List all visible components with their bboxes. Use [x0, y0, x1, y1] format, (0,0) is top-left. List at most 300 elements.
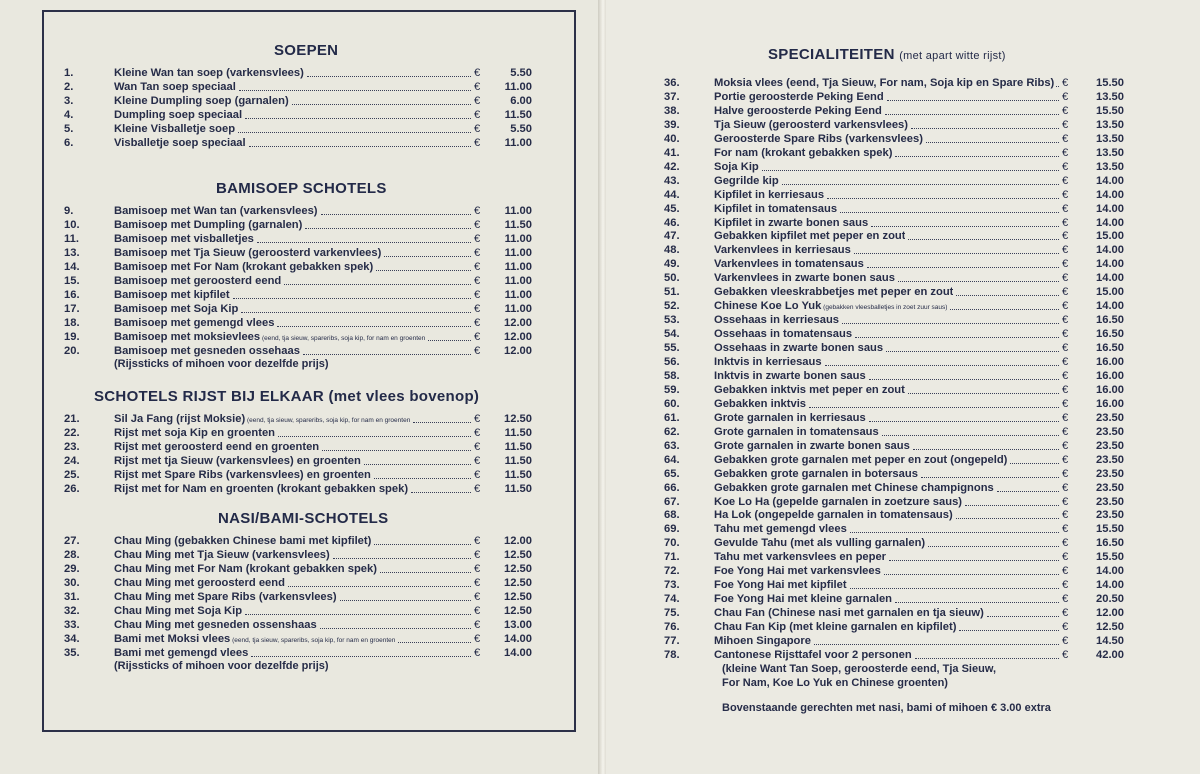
- section-note: (Rijssticks of mihoen voor dezelfde prijs): [114, 660, 329, 672]
- item-number: 15.: [64, 275, 80, 287]
- dot-leader: [322, 450, 471, 451]
- item-name: [114, 344, 300, 358]
- item-name: [114, 122, 235, 136]
- item-number: 54.: [664, 328, 680, 341]
- item-price: 11.00: [504, 303, 532, 315]
- item-price: 13.50: [1096, 132, 1124, 145]
- item-name: [714, 76, 1054, 90]
- euro-sign: €: [474, 535, 481, 547]
- item-number: 1.: [64, 67, 74, 79]
- item-name-text: Varkenvlees in kerriesaus: [714, 244, 851, 257]
- dot-leader: [997, 491, 1059, 492]
- item-number: 38.: [664, 104, 680, 117]
- dot-leader: [1010, 463, 1059, 464]
- item-price: 12.50: [504, 549, 532, 561]
- euro-sign: €: [474, 289, 481, 301]
- item-number: 76.: [664, 621, 680, 634]
- item-name-text: Kleine Wan tan soep (varkensvlees): [114, 67, 304, 79]
- euro-sign: €: [1062, 635, 1069, 647]
- menu-item-row: [64, 274, 532, 288]
- item-name-text: Bamisoep met moksievlees: [114, 331, 261, 343]
- item-price: 5.50: [510, 123, 532, 135]
- menu-item-row: [664, 397, 1124, 411]
- dot-leader: [320, 628, 471, 629]
- euro-sign: €: [474, 427, 481, 439]
- item-name-text: Chau Ming met gesneden ossenshaas: [114, 619, 317, 631]
- item-name-text: Gebakken grote garnalen met peper en zout (ongepeld): [714, 453, 1008, 466]
- item-price: 11.50: [504, 441, 532, 453]
- right-menu-page: [606, 0, 1200, 774]
- item-name: [714, 508, 953, 522]
- euro-sign: €: [1062, 356, 1069, 368]
- item-name: [114, 246, 381, 260]
- item-name-text: Soja Kip: [714, 160, 759, 173]
- euro-sign: €: [474, 619, 481, 631]
- euro-sign: €: [474, 123, 481, 135]
- item-price: 11.00: [504, 275, 532, 287]
- item-name: [714, 495, 962, 509]
- item-price: 12.50: [1096, 621, 1124, 634]
- item-name-text: Kleine Dumpling soep (garnalen): [114, 95, 289, 107]
- menu-item-row: [664, 104, 1124, 118]
- item-detail: (eend, tja sieuw, spareribs, soja kip, for nam en groenten: [260, 335, 426, 342]
- euro-sign: €: [1062, 397, 1069, 410]
- item-number: 66.: [664, 481, 680, 494]
- menu-item-row: [64, 426, 532, 440]
- item-name-text: Kipfilet in kerriesaus: [714, 188, 825, 201]
- euro-sign: €: [1062, 77, 1069, 89]
- item-name-text: Varkenvlees in tomatensaus: [714, 258, 864, 271]
- item-name: [714, 564, 881, 578]
- dot-leader: [842, 323, 1059, 324]
- menu-item-row: [664, 606, 1124, 620]
- item-name-text: Chau Fan (Chinese nasi met garnalen en tja sieuw): [714, 607, 984, 620]
- item-price: 14.00: [1096, 216, 1124, 229]
- dot-leader: [928, 546, 1059, 547]
- item-number: 28.: [64, 549, 80, 561]
- item-detail: (gebakken vleesballetjes in zoet zuur saus): [821, 304, 948, 312]
- euro-sign: €: [474, 577, 481, 589]
- item-name: [114, 316, 274, 330]
- item-name: [114, 108, 242, 122]
- item-price: 11.00: [504, 233, 532, 245]
- euro-sign: €: [1062, 202, 1069, 215]
- item-name: [114, 260, 373, 274]
- item-name: [114, 590, 337, 604]
- menu-item-row: [64, 440, 532, 454]
- rijsttafel-description: For Nam, Koe Lo Yuk en Chinese groenten): [722, 676, 948, 689]
- dot-leader: [850, 588, 1059, 589]
- menu-item-row: [664, 550, 1124, 564]
- item-price: 23.50: [1096, 425, 1124, 438]
- euro-sign: €: [1062, 425, 1069, 438]
- item-name-text: Koe Lo Ha (gepelde garnalen in zoetzure saus): [714, 495, 963, 508]
- item-number: 46.: [664, 216, 680, 229]
- euro-sign: €: [1062, 216, 1069, 229]
- item-name: [714, 271, 895, 285]
- item-name-text: Bami met Moksi vlees: [114, 633, 231, 645]
- item-name-text: Bami met gemengd vlees: [114, 647, 249, 659]
- item-price: 12.50: [504, 577, 532, 589]
- menu-item-row: [664, 564, 1124, 578]
- item-name-text: Ossehaas in tomatensaus: [714, 328, 853, 341]
- item-name: [714, 341, 883, 355]
- item-name: [714, 453, 1007, 467]
- item-price: 12.50: [504, 591, 532, 603]
- item-name-text: Kipfilet in zwarte bonen saus: [714, 216, 869, 229]
- item-price: 23.50: [1096, 495, 1124, 508]
- euro-sign: €: [1062, 258, 1069, 271]
- item-name: [114, 66, 304, 80]
- item-number: 2.: [64, 81, 74, 93]
- dot-leader: [913, 449, 1059, 450]
- menu-item-row: [664, 592, 1124, 606]
- euro-sign: €: [474, 633, 481, 645]
- euro-sign: €: [1062, 90, 1069, 103]
- item-name-text: For nam (krokant gebakken spek): [714, 146, 893, 159]
- item-name-text: Geroosterde Spare Ribs (varkensvlees): [714, 132, 923, 145]
- item-name: [114, 482, 408, 496]
- item-price: 15.50: [1096, 77, 1124, 89]
- euro-sign: €: [1062, 104, 1069, 117]
- dot-leader: [882, 435, 1059, 436]
- dot-leader: [921, 477, 1059, 478]
- item-name-text: Gebakken kipfilet met peper en zout: [714, 230, 906, 243]
- euro-sign: €: [1062, 272, 1069, 285]
- item-number: 68.: [664, 509, 680, 522]
- item-name-text: Grote garnalen in tomatensaus: [714, 425, 879, 438]
- item-name: [714, 411, 866, 425]
- item-price: 13.50: [1096, 90, 1124, 103]
- menu-item-row: [664, 522, 1124, 536]
- item-name: [714, 425, 879, 439]
- dot-leader: [278, 436, 471, 437]
- menu-item-row: [664, 425, 1124, 439]
- dot-leader: [288, 586, 471, 587]
- item-price: 14.50: [1096, 635, 1124, 647]
- item-name-text: Halve geroosterde Peking Eend: [714, 104, 882, 117]
- item-name-text: Wan Tan soep speciaal: [114, 81, 236, 93]
- item-number: 3.: [64, 95, 74, 107]
- item-number: 9.: [64, 205, 74, 217]
- dot-leader: [251, 656, 471, 657]
- item-name: [714, 257, 864, 271]
- item-number: 20.: [64, 345, 80, 357]
- item-price: 23.50: [1096, 453, 1124, 466]
- item-name: [714, 634, 811, 648]
- menu-item-row: [664, 495, 1124, 509]
- item-number: 48.: [664, 244, 680, 257]
- euro-sign: €: [1062, 188, 1069, 201]
- item-price: 14.00: [1096, 258, 1124, 271]
- item-number: 49.: [664, 258, 680, 271]
- item-name: [114, 548, 330, 562]
- item-name: [714, 132, 923, 146]
- euro-sign: €: [474, 605, 481, 617]
- menu-item-row: [664, 76, 1124, 90]
- item-number: 74.: [664, 593, 680, 606]
- menu-item-row: [664, 439, 1124, 453]
- item-name-text: Mihoen Singapore: [714, 635, 811, 647]
- euro-sign: €: [1062, 439, 1069, 452]
- item-price: 12.50: [504, 563, 532, 575]
- dot-leader: [956, 295, 1059, 296]
- item-name-text: Grote garnalen in zwarte bonen saus: [714, 439, 910, 452]
- menu-item-row: [664, 481, 1124, 495]
- item-price: 11.00: [504, 205, 532, 217]
- menu-item-row: [664, 243, 1124, 257]
- item-name-text: Foe Yong Hai met kipfilet: [714, 579, 847, 592]
- item-price: 14.00: [1096, 202, 1124, 215]
- menu-item-row: [64, 468, 532, 482]
- item-name: [114, 232, 254, 246]
- menu-item-row: [664, 634, 1124, 648]
- item-number: 62.: [664, 425, 680, 438]
- dot-leader: [809, 407, 1059, 408]
- menu-item-row: [64, 136, 532, 150]
- item-number: 30.: [64, 577, 80, 589]
- item-name: [714, 90, 884, 104]
- item-name: [714, 355, 822, 369]
- euro-sign: €: [474, 469, 481, 481]
- menu-item-row: [64, 66, 532, 80]
- dot-leader: [340, 600, 471, 601]
- item-number: 39.: [664, 118, 680, 131]
- dot-leader: [814, 644, 1059, 645]
- menu-item-row: [64, 232, 532, 246]
- dot-leader: [321, 214, 471, 215]
- euro-sign: €: [1062, 621, 1069, 634]
- item-name: [714, 383, 905, 397]
- euro-sign: €: [1062, 300, 1069, 313]
- item-number: 75.: [664, 607, 680, 620]
- item-price: 12.00: [504, 317, 532, 329]
- item-number: 24.: [64, 455, 80, 467]
- item-name: [714, 327, 852, 341]
- euro-sign: €: [474, 261, 481, 273]
- item-number: 61.: [664, 411, 680, 424]
- euro-sign: €: [1062, 411, 1069, 424]
- item-name-text: Ha Lok (ongepelde garnalen in tomatensaus): [714, 509, 953, 522]
- item-name: [114, 576, 285, 590]
- item-name-text: Chau Ming met For Nam (krokant gebakken spek): [114, 563, 377, 575]
- item-name-text: Bamisoep met kipfilet: [114, 289, 230, 301]
- euro-sign: €: [474, 219, 481, 231]
- item-number: 34.: [64, 633, 80, 645]
- item-name: [714, 522, 847, 536]
- euro-sign: €: [474, 441, 481, 453]
- item-number: 32.: [64, 605, 80, 617]
- euro-sign: €: [474, 247, 481, 259]
- dot-leader: [376, 270, 471, 271]
- item-price: 15.00: [1096, 286, 1124, 299]
- dot-leader: [249, 146, 471, 147]
- item-number: 47.: [664, 230, 680, 243]
- euro-sign: €: [1062, 495, 1069, 508]
- euro-sign: €: [1062, 579, 1069, 592]
- item-name: [114, 288, 230, 302]
- euro-sign: €: [474, 137, 481, 149]
- item-name: [714, 188, 824, 202]
- menu-item-row: [664, 118, 1124, 132]
- item-name-text: Chinese Koe Lo Yuk: [714, 300, 822, 313]
- menu-item-row: [664, 229, 1124, 243]
- item-name-text: Gebakken grote garnalen in botersaus: [714, 467, 918, 480]
- dot-leader: [871, 226, 1059, 227]
- item-name: [714, 606, 984, 620]
- menu-item-row: [64, 122, 532, 136]
- item-name: [714, 550, 886, 564]
- item-number: 25.: [64, 469, 80, 481]
- item-price: 23.50: [1096, 411, 1124, 424]
- item-number: 50.: [664, 272, 680, 285]
- item-name: [714, 104, 882, 118]
- item-name-text: Rijst met tja Sieuw (varkensvlees) en groenten: [114, 455, 361, 467]
- item-price: 12.00: [504, 535, 532, 547]
- dot-leader: [908, 239, 1059, 240]
- item-number: 70.: [664, 537, 680, 550]
- dot-leader: [869, 379, 1059, 380]
- item-name-text: Chau Ming met Spare Ribs (varkensvlees): [114, 591, 337, 603]
- item-name: [714, 369, 866, 383]
- dot-leader: [384, 256, 471, 257]
- item-number: 4.: [64, 109, 74, 121]
- euro-sign: €: [1062, 509, 1069, 522]
- item-name: [714, 313, 839, 327]
- item-number: 27.: [64, 535, 80, 547]
- item-name-text: Inktvis in zwarte bonen saus: [714, 369, 866, 382]
- item-price: 11.00: [504, 81, 532, 93]
- item-price: 5.50: [510, 67, 532, 79]
- item-price: 20.50: [1096, 593, 1124, 606]
- dot-leader: [886, 351, 1059, 352]
- menu-item-row: [64, 344, 532, 358]
- item-number: 14.: [64, 261, 80, 273]
- euro-sign: €: [1062, 286, 1069, 299]
- dot-leader: [855, 337, 1059, 338]
- item-name-text: Inktvis in kerriesaus: [714, 356, 822, 368]
- dot-leader: [762, 170, 1059, 171]
- menu-item-row: [64, 562, 532, 576]
- dot-leader: [428, 340, 471, 341]
- section-heading: BAMISOEP SCHOTELS: [216, 180, 387, 197]
- item-price: 12.50: [504, 413, 532, 425]
- item-price: 23.50: [1096, 467, 1124, 480]
- item-name-text: Rijst met for Nam en groenten (krokant gebakken spek): [114, 483, 409, 495]
- item-name: [114, 468, 371, 482]
- euro-sign: €: [1062, 146, 1069, 159]
- item-name-text: Gegrilde kip: [714, 174, 779, 187]
- item-price: 12.50: [504, 605, 532, 617]
- menu-item-row: [664, 202, 1124, 216]
- item-price: 16.50: [1096, 537, 1124, 550]
- dot-leader: [911, 128, 1059, 129]
- item-number: 71.: [664, 551, 680, 564]
- item-name: [114, 440, 319, 454]
- item-number: 65.: [664, 467, 680, 480]
- euro-sign: €: [1062, 481, 1069, 494]
- dot-leader: [887, 100, 1059, 101]
- item-number: 44.: [664, 188, 680, 201]
- item-name: [114, 204, 318, 218]
- item-price: 11.50: [504, 109, 532, 121]
- menu-item-row: [664, 90, 1124, 104]
- menu-item-row: [64, 330, 532, 344]
- item-name-text: Moksia vlees (eend, Tja Sieuw, For nam, Soja kip en Spare Ribs): [714, 77, 1055, 89]
- menu-item-row: [64, 590, 532, 604]
- menu-item-row: [664, 411, 1124, 425]
- euro-sign: €: [474, 275, 481, 287]
- euro-sign: €: [1062, 593, 1069, 606]
- menu-item-row: [64, 534, 532, 548]
- item-price: 14.00: [1096, 300, 1124, 313]
- item-price: 11.50: [504, 469, 532, 481]
- item-name-text: Chau Ming met geroosterd eend: [114, 577, 285, 589]
- item-number: 17.: [64, 303, 80, 315]
- euro-sign: €: [1062, 607, 1069, 620]
- item-number: 6.: [64, 137, 74, 149]
- item-price: 12.00: [504, 331, 532, 343]
- item-number: 77.: [664, 635, 680, 647]
- dot-leader: [885, 114, 1059, 115]
- item-number: 56.: [664, 356, 680, 368]
- item-name: [114, 562, 377, 576]
- dot-leader: [825, 365, 1059, 366]
- specialiteiten-heading: [768, 46, 1006, 63]
- item-price: 16.00: [1096, 369, 1124, 382]
- dot-leader: [850, 532, 1059, 533]
- item-name: [114, 136, 246, 150]
- item-name-text: Kleine Visballetje soep: [114, 123, 236, 135]
- menu-item-row: [664, 146, 1124, 160]
- euro-sign: €: [474, 67, 481, 79]
- dot-leader: [959, 630, 1059, 631]
- item-number: 40.: [664, 132, 680, 145]
- item-name: [714, 174, 779, 188]
- dot-leader: [908, 393, 1059, 394]
- item-number: 59.: [664, 383, 680, 396]
- dot-leader: [305, 228, 471, 229]
- item-number: 23.: [64, 441, 80, 453]
- item-price: 13.50: [1096, 118, 1124, 131]
- item-price: 11.50: [504, 219, 532, 231]
- menu-item-row: [664, 467, 1124, 481]
- dot-leader: [364, 464, 471, 465]
- item-price: 6.00: [510, 95, 532, 107]
- item-name-text: Gebakken inktvis met peper en zout: [714, 383, 905, 396]
- dot-leader: [898, 281, 1059, 282]
- dot-leader: [840, 212, 1059, 213]
- dot-leader: [239, 90, 471, 91]
- item-number: 51.: [664, 286, 680, 299]
- item-number: 41.: [664, 146, 680, 159]
- menu-item-row: [664, 160, 1124, 174]
- section-heading: SOEPEN: [274, 42, 339, 59]
- euro-sign: €: [1062, 328, 1069, 341]
- item-name-text: Gebakken vleeskrabbetjes met peper en zout: [714, 286, 954, 299]
- dot-leader: [895, 602, 1059, 603]
- item-name-text: Rijst met geroosterd eend en groenten: [114, 441, 320, 453]
- item-name: [714, 578, 847, 592]
- euro-sign: €: [474, 303, 481, 315]
- dot-leader: [292, 104, 471, 105]
- item-name-text: Bamisoep met visballetjes: [114, 233, 254, 245]
- dot-leader: [413, 422, 471, 423]
- item-number: 42.: [664, 160, 680, 173]
- item-name: [714, 160, 759, 174]
- dot-leader: [987, 616, 1059, 617]
- item-name-text: Dumpling soep speciaal: [114, 109, 243, 121]
